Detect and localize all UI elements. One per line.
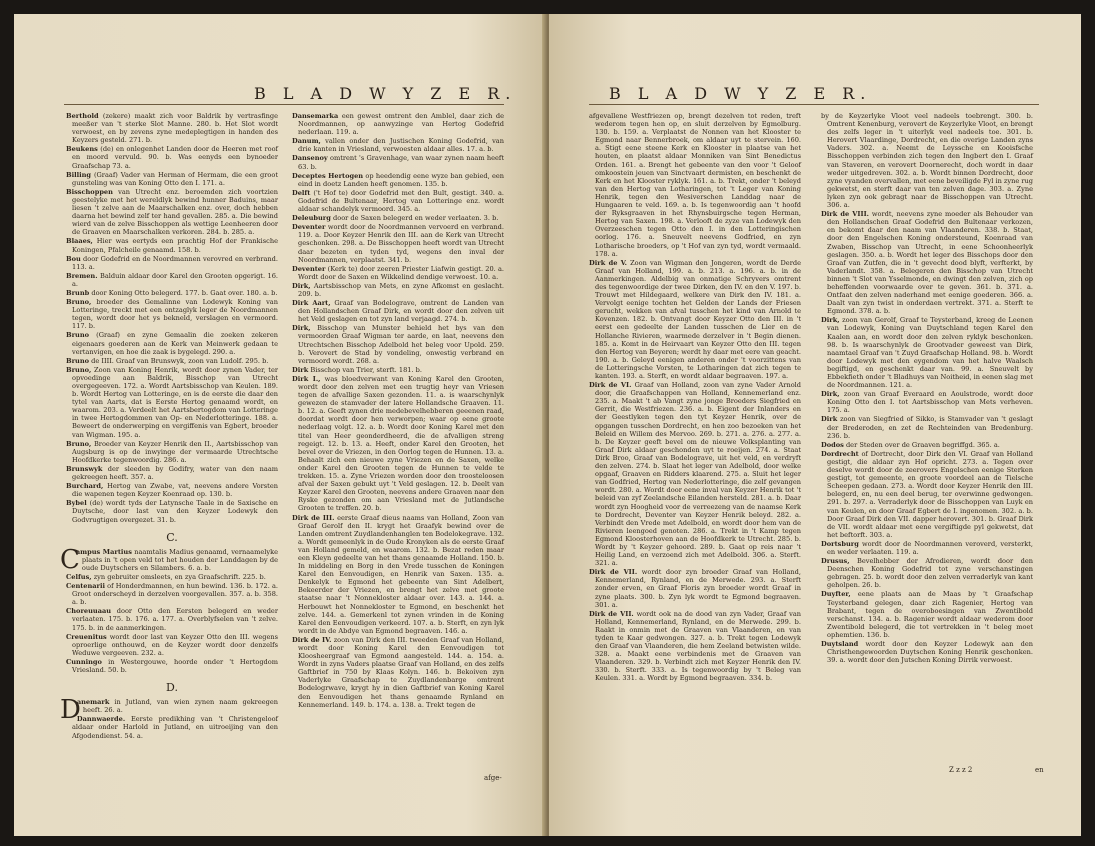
index-entry — [66, 331, 278, 355]
entry-text: zoon van Siegfried of Sikko, is Stamvader van 't geslagt der Brederoden, en zet de Rechteinden van Bredenburg. 236. b. — [827, 415, 1033, 440]
entry-text: Broeder van Keyzer Henrik den II., Aartsbisschop van Augsburg is op de inwyinge der vermaarde Utrechtsche Hoofdkerke tegenwoordig. 286. a. — [72, 439, 278, 464]
entry-headword: Dirk, — [292, 324, 311, 333]
entry-headword: Deventer — [292, 264, 326, 273]
entry-headword: Celfus, — [66, 572, 92, 581]
entry-text: Zoon van Koning Henrik, wordt door zynen Vader, ter opvoedinge aan Baldrik, Bisschop van Utrecht overgegeeven. 172. a. Wordt Aartsbisschop van Keulen. 189. b. Wordt Hertog van Lotteringe, en is de eerste die daar den tytel van Aarts, dat is Eerste Hertog genaamd wordt, en waarom. 203. a. Verdeelt het Aartsbertogdom van Lotteringe in twee Hertogdommen van Op- en Nederlotteringe. 188. a. Beweert de onderwerping en vergiffenis van Egbert, broeder van Wigman. 195. a. — [72, 365, 278, 439]
index-entry — [292, 514, 504, 635]
entry-headword: Billing — [66, 170, 91, 179]
index-entry — [66, 607, 278, 631]
index-entry — [292, 189, 504, 213]
entry-text: wordt ook na de dood van zyn Vader, Graaf van Holland, Kennemerland, Rynland, en de Merwede. 299. b. Raakt in onmin met de Graaven van Vlaanderen, en van tyden te Kaar gedwongen. 327. a. b. Trekt tegen Lodewyk den Graaf van Vlaanderen, die hem Zeeland betwisten wilde. 328. a. Maakt eene verbindenis met de Graaven van Vlaanderen. 329. b. Verbindt zich met Keyzer Henrik den IV. 330. b. Sterft. 333. a. Is tegenwoordig by 't Beleg van Keulen. 331. a. Wordt by Egmond begraaven. 334. b. — [595, 609, 801, 683]
entries-c — [60, 544, 278, 674]
entry-headword: Dirk, — [292, 281, 311, 290]
entry-text: Bisschop van Trier, sterft. 181. b. — [310, 365, 422, 374]
entry-text: door Otto den Eersten belegerd en weder verlaaten. 175. b. 176. a. 177. a. Overblyfselen van 't zelve. 175. b. in de aanmerkingen. — [72, 607, 278, 632]
index-entry — [821, 640, 1033, 664]
index-entry — [66, 499, 278, 523]
index-entry — [821, 450, 1033, 539]
entry-headword: Choreuuaau — [66, 607, 112, 616]
entry-text: afgevallene Westfriezen op, brengt dezelven tot reden, treft wederom tegen hen op, en sluit derzelven by Egmolburg. 130. b. 159. a. Verplaatst de Nonnen van het Klooster te Egmond naar Bennerbroek, om aldaar uyt te stervein. 160. a. Stigt eene steene Kerk en Klooster in plaatse van het houten, en plaatst aldaar Monniken van Sint Benedictus Orden. 161. a. Brengt het gebeente van den voor 't Geloof omkoostein jeuen van Sinctvaart dermisten, en beschenkt de Kerk en het Klooster ryklyk. 161. a. b. Trekt, onder 't beleyd van den Hertog van Lotharingen, tot 't Leger van Koning Henrik, tegen den Wesiverschen Landdag naar de Hungaaren te veld. 169. a. b. Is tegenwoordig aan 't hoofd der Ryksgraaven in het Rhynsbuirgsche tegen Herman, Hertog van Saxen. 198. a. Verlooft de zyze van Lodewyk den Overzeeschen tegen Otto den I. in den Lotteringischen oorlog. 176. a. Sneuvelt neevens Godfried, en zyn Lotharische broeders, op 't Hof van zyn tyd, wordt vermaald. 178. a. — [589, 112, 801, 258]
entry-headword: Dansenoy — [292, 154, 328, 163]
index-entry — [821, 390, 1033, 414]
entry-headword: Burchard, — [66, 482, 104, 491]
entry-headword: Deceptes Hertogen — [292, 171, 364, 180]
section-letter-d: D. — [166, 681, 178, 695]
index-entry — [66, 255, 278, 271]
entry-text: Bisschop van Munster behield het bys van den vermoorden Graaf Wigman ter aarde, en laat, neevens den Utrechtschen Bisschop Adelbold het beleg voor Upold. 259. b. Verovert de Stad by vondeling, onwestig verbrand en vermoord wordt. 268. a. — [298, 324, 504, 365]
index-entry — [66, 658, 278, 674]
index-entry — [66, 188, 278, 237]
index-entry — [66, 582, 278, 606]
index-entry — [292, 112, 504, 136]
head-rule-left — [64, 104, 504, 105]
index-entry — [66, 112, 278, 144]
entry-headword: Danum, — [292, 137, 321, 146]
index-entry — [821, 316, 1033, 389]
right-column-2 — [821, 112, 1033, 665]
entry-headword: Dortsburg — [821, 539, 859, 548]
index-entry — [292, 265, 504, 281]
entry-headword: Bruno, — [66, 298, 92, 307]
entry-headword: Blaaes, — [66, 237, 93, 246]
entry-headword: Dirk de VIII. — [821, 210, 869, 219]
signature-mark: Z z z 2 — [949, 766, 973, 774]
entry-headword: Duytsland — [821, 640, 859, 648]
entry-headword: ampus Martius — [75, 547, 132, 556]
entry-text: door Koning Otto belegerd. 177. b. Gaat over. 180. a. b. — [91, 288, 278, 297]
index-entry — [589, 112, 801, 258]
entry-headword: Dordrecht — [821, 449, 859, 458]
catchword-right: en — [1035, 766, 1044, 774]
entry-text: (de) en onlegenhet Landen door de Heeren met roof en moord vervuld. 90. b. Was eenyds een bynoeder Graafschap 73. a. — [72, 145, 278, 170]
entry-text: de IIII. Graaf van Brunswyk, zoon van Ludolf. 295. b. — [91, 356, 269, 365]
index-entry — [66, 715, 278, 739]
running-head-right: B L A D W Y Z E R. — [609, 84, 872, 103]
index-entry — [66, 440, 278, 464]
entries-b — [66, 112, 278, 524]
entry-headword: Bruno, — [66, 439, 92, 448]
index-entry — [66, 289, 278, 297]
entry-text: eerste Graaf dieus naams van Holland, Zoon van Graaf Gerolf den II. krygt het Graafyk bewind over de Landen omtrent Zuydlandenhanglen ten Bodelokegrave. 132. a. Wordt gemeenlyk in de Oude Kronyken als de eerste Graaf van Holland gemeld, en waarom. 132. b. Bezat reden maar een Kleyn gedeelte van het thans genaamde Holland. 150. b. In middeling en Borg in den Vrede tusschen de Koningen Karel den Eenvoudigen, en Henrik van Saxen. 135. a. Denkelyk te Egmond het gebeente van Sint Adelbert, Bekeerder der Vriezen, en brengt het zelve met groote staatse naar 't Nonnekloster aldaar over. 143. a. 144. a. Herbouwt het Nonnekloster te Egmond, en beschenkt het zelve. 144. a. Gemerkenl tot zynen vrinden in de Koning Karel den Eenvoudigen verkeerd. 107. a. b. Sterft, en zyn lyk wordt in de Abdye van Egmond begraaven. 146. a. — [298, 513, 504, 635]
running-head-left: B L A D W Y Z E R. — [254, 84, 517, 103]
entry-text: zyn gebruiter omsleets, en zya Graafschrift. 225. b. — [93, 572, 266, 581]
entry-headword: Dannwaerde. — [76, 715, 126, 724]
entry-headword: Deventer — [292, 223, 326, 232]
index-entry — [821, 112, 1033, 209]
entry-text: omtrent 's Gravenhage, van waar zynen naam heeft 63. b. — [298, 154, 504, 171]
entry-headword: Dirk de V. — [589, 258, 627, 267]
entry-text: wordt door last van Keyzer Otto den III. wegens oproerlige onthouwd, en de Keyzer wordt door denzelfs Weduwe vergeeven. 232. a. — [72, 632, 278, 657]
entry-headword: Dirk Aart, — [292, 299, 331, 308]
entry-text: was bloedverwant van Koning Karel den Grooten, wordt door den zelven met een trugtig heyr van Vriesen tegen de afvallige Saxen gezonden. 11. a. is waarschynlyk gewezen de stamvader der latere Hollandsche Graaven. 11. b. 12. a. Geeft zynen drie medebevelhebberen geeenen raad, doordat wordt door hen verworpen; waar op eene groote nederlaag volgt. 12. a. b. Wordt door Koning Karel met den titel van Heer geonderdheerd, die de afvalligen streng regeigt. 12. b. 13. a. Heeft, onder Karel den Grooten, het bevel over de Vriezen, in den Oorlog tegen de Hunnen. 13. a. Behaalt zich een nieuwe zyne Vriezen en de Saxen, welke onder Karel den Grooten tegen de Hunnen te velde te trekken. 15. a. Zyne Vriezen worden door den troosteloosen afval der Saxen gebukt uyt 't Veld geslagen. 12. b. Deelt van Keyzer Karel den Grooten, neevens andere Graaven naar den Ryske gezonden om aan Vriesland met de Jutlandsche Grooten te treffen. 20. b. — [298, 374, 504, 513]
index-entry — [66, 366, 278, 439]
index-entry — [66, 482, 278, 498]
entry-headword: Creuenitus — [66, 632, 107, 641]
index-entry — [589, 259, 801, 380]
entry-text: (Graaf) Vader van Herman of Hermam, die een groot gunsteling was van Koning Otto den I. 171. a. — [72, 170, 278, 187]
entry-text: vallen onder den Justischen Koning Godefrid, van drie kanten in Vriesland, verwoesten aldaar alles. 17. a. b. — [298, 137, 504, 154]
head-rule-right — [589, 104, 1039, 105]
entry-headword: Berthold — [66, 112, 99, 120]
entry-text: Hier was eertyds een prachtig Hof der Frankische Koningen, Pfalcheile genaamd. 158. b. — [72, 237, 278, 254]
left-page — [14, 14, 546, 836]
entry-headword: Dodos — [821, 440, 844, 449]
entry-text: by de Keyzerlyke Vloot veel nadeels toebrengt. 300. b. Omtrent Kenenburg, verovert de Keyzerlyke Vloot, en brengt des zelfs leger in 't uiterlyk veel nadeels toe. 301. b. Herovert Vlaardinge, Dordrecht, en die overige Landen zyns Vaders. 302. a. Neemt de Leyssche en Kooisfsche Bisschoppen verbinden zich tegen den Ingbert den I. Graaf van Staveren, en verovert Doornerecht, doch wordt in daar weder uitgedreven. 302. a. b. Wordt binnen Dordrecht, door zyne vyanden overvallen, met eene beveiligde Fyl in zyne rug gekwetst, en sterft daar van ten zelven dage. 303. a. Zyne lyken zyn ook gebragt naar de Bisschoppen van Utrecht. 306. a. — [821, 112, 1033, 210]
index-entry — [66, 465, 278, 481]
right-column-1 — [589, 112, 801, 684]
entry-headword: Bremen. — [66, 271, 98, 280]
entry-text: eene plaats aan de Maas by 't Graafschap Teysterband gelegen, daar zich Ragenier, Hertog van Brabant, tegen de overoboesingen van Zwentibold verschanst. 134. a. b. Ragenier wordt aldaar wederom door Zwentibold belegerd, die tot vertrekken in 't beleg moet ophemtien. 136. b. — [827, 590, 1034, 639]
entry-text: van Utrecht enz. beroemden zich voortzien geestelyke met het wereldlyk bewind hunner Baduins, maar liesen 't zelve aan de Maarschalken enz. over, doch hebben daarna het bewind zelf ter hand gevallen. 285. a. Die bewind wierd van de zelve Bisschoppen als wettige Leenheeren door de Graaven en Maarschalken verkoren. 284. b. 285. a. — [72, 187, 278, 237]
entry-text: der sleeden by Godifry, water van den naam gekreegen heeft. 357. a. — [72, 464, 278, 482]
section-letter-c: C. — [166, 530, 178, 544]
index-entry — [292, 137, 504, 153]
entry-text: broeder des Gemalinne van Lodewyk Koning van Lotteringe, treckt met een ontzaglyk leger de Noordmannen tegen, wordt door het ys bekneld, verslagen en vermoord. 117. b. — [72, 298, 278, 331]
drop-cap-letter: D — [60, 695, 81, 726]
entry-text: zoon van Gerolf, Graaf te Teysterband, kreeg de Leenen van Lodewyk, Koning van Duytschland tegen Karel den Kaalen aan, en wordt door den zelven ryklyk beschonken. 98. b. Is waarschynlyk de Grootvader geweest van Dirk, naamtael Graaf van 't Zuyd Graafschap Holland. 98. b. Wordt door Lodewyk met den eygendom van het halve Waalsch begiftigd, en geschenkt daar van. 99. a. Sneuvelt by Ebbekfieth onder 't Bladhuys van Noitheid, in eenen slag met de Noordmannen. 121. a. — [827, 316, 1033, 390]
entry-text: of Dortrecht, door Dirk den VI. Graaf van Holland gestigt, die aldaar zyn Hof opricht. 273. a. Tegen over deselve wordt door de zeerovers Engelschen eenige Sterken gestigt, tot gemeente, en groote voordeel aan de Tielsche Scheepen gedaan. 273. a. Wordt door Keyzer Henrik den III. belegerd, en, nu een deel berug, ter overwinne gedwongen. 291. b. 297. a. Verraderlyk door de Bisschoppen van Luyk en van Keulen, en door Graaf Egbert de I. ingenomen. 302. a. b. Door Graaf Dirk den VII. dapper herovert. 301. b. Graaf Dirk de VII. wordt aldaar met eene vergiftigde pyl gekwetst, dat het beftorft. 303. a. — [827, 449, 1033, 539]
entry-headword: Bruno, — [66, 365, 92, 374]
index-entry — [821, 415, 1033, 439]
entry-headword: Dirk — [292, 365, 309, 374]
entry-text: Balduin aldaar door Karel den Grooten opgerigt. 16. a. — [72, 271, 278, 288]
index-entry — [66, 573, 278, 581]
entry-text: Graaf van Holland, zoon van zyne Vader Arnold door, die Graafschappen van Holland, Kennemerland enz. 235. a. Maakt 't ab Vangt zyne jonge Broeders Siegfried en Gerrit, die Westfriezen. 236. a. b. Eigent der Inlanders en der Geestlyken tegen den tyt Keyzer Henrik, over de opgangen tusschen Dordrecht, en hen zoo bezoeken van het Beleid en Willem des Mervoo. 269. b. 271. a. 276. a. 277. a. b. De Keyzer geeft bevel om de nieuwe Volksplanting van Graaf Dirk aldaar geschonden uyt te roeijen. 274. a. Staat Dirk Broo, Graaf van Bodelograve, uit het veld, en verdryft den zelven. 274. b. Slaat het leger van Adelbold, door welke opgaaf, Graaven en Ridders klaarend. 275. a. Sluit het leger van Godfried, Hertog van Nederlotteringe, die zelf gevangen wordt. 280. a. Wordt door eene inval van Keyzer Henrik tot 't beleid van zyf Zeelandsche Eilanden hersteld. 281. a. b. Daar wordt zyn Hoogheid voor de verreezeng van de naamse Kerk te Dordrecht, Deventer van Keyzer Henrik beleyd. 282. a. Verbindt den Vrede met Adelbold, en wordt door hem van de Rivieren leengoed genoten. 286. a. Trekt in 't Kamp tegen Egmond Kloosterhoven aan de Hoofdkerk te Utrecht. 285. b. Wordt by 't Keyzer gehoord. 289. b. Gaat op reis naar 't Heilig Land, en verzoend zich met Adelbold. 306. a. Sterft. 321. a. — [595, 381, 801, 568]
entry-text: (de) wordt tyds der Latynsche Taale in de Saxische en Duytsche, door last van den Keyzer Lodewyk den Godvrugtigen overgezet. 31. b. — [72, 499, 278, 524]
entry-text: Graaf van Bodelograve, omtrent de Landen van den Hollandschen Graaf Dirk, en wordt door den zelven uit het Veld geslagen en tot zyn land verjaagd. 274. b. — [298, 299, 504, 324]
entry-text: wordt door de Noordmannen vervoerd en verbrand. 119. a. Door Keyzer Henrik den III. aan de Kerk van Utrecht geschonken. 298. a. De Bisschoppen heeft wordt van Utrecht daar bezeten en tyden tyd, wegens den inval der Noordmannen, verplaatst. 341. b. — [298, 223, 504, 264]
entry-headword: Dirk de VII. — [589, 568, 638, 577]
entry-headword: Deleuburg — [292, 214, 331, 223]
entry-text: Bevelhebber der Afrodieren, wordt door den Deenschen Koning Godefrid tot zyne verschanstingen gebragen. 25. b. wordt door den zelven verraderlyk van kant geholpen. 26. b. — [827, 557, 1033, 590]
index-entry — [589, 568, 801, 608]
index-entry — [66, 171, 278, 187]
index-entry — [66, 633, 278, 657]
index-entry — [66, 357, 278, 365]
entry-headword: Dirk, — [821, 316, 840, 325]
entry-text: op heedendig eene wyze ban gebied, een eind in doetz Landen heeft genomen. 135. b. — [298, 171, 504, 188]
entry-text: (Kerk te) door zeeren Priester Liafwin gestigt. 20. a. Wordt door de Saxen en Wikkelind dendige verwoest. 10. a. — [298, 264, 504, 281]
index-entry — [292, 375, 504, 513]
index-entry — [821, 441, 1033, 449]
index-entry — [292, 366, 504, 374]
entry-text: wordt door den Keyzer Lodewyk aan den Christhengewoorden Duytschen Koning Henrik geschonken. 39. a. wordt door den Jutschen Koning Dirrik verwoest. — [827, 640, 1033, 665]
entry-headword: Brunswyk — [66, 464, 103, 473]
index-entry — [292, 282, 504, 298]
entry-text: wordt door de Noordmannen veroverd, versterkt, en weder verlaaten. 119. a. — [827, 539, 1033, 556]
index-entry — [821, 540, 1033, 556]
entry-text: wordt, neevens zyne moeder als Behouder van den Hollandschen Graaf Godefrid den Bultenaar verkozen, en bekomt daar den naam van Vlaanderen. 338. b. Staat, door den Engelschen Koning ondersteund, Koenraad van Zwaben, Bisschop van Utrecht, in eene Schoonheerlyk geslagen. 350. a. b. Wordt het leger des Bisschops door den Graaf van Zutfen, die in 't gevecht dood blyft, verfterkt, by Vaderlandt. 358. a. Belegeren den Bisschop van Utrecht binnen 't Slot van Ysselmonde, en dwingt den zelven, zich op beheffenden voorwaarde over te geven. 361. b. 371. a. Ontfaat den zelven naderhand met eenige goederen. 366. a. Daalt van zyn twist in onderdaen vertrekt. 371. a. Sterft te Egmond. 378. a. b. — [827, 210, 1033, 316]
entry-text: in Jutland, van wien zynen naam gekreegen heeft. 26. a. — [82, 698, 278, 715]
entry-headword: Dirk de VII. — [589, 609, 634, 618]
left-column-2 — [292, 112, 504, 710]
index-entry — [292, 172, 504, 188]
index-entry — [589, 610, 801, 683]
entry-headword: anemark — [76, 698, 110, 707]
entry-headword: Delft — [292, 188, 311, 197]
entry-text: der Steden over de Graaven begriffgd. 365. a. — [845, 440, 1000, 449]
entry-headword: Bruno — [66, 356, 90, 365]
entry-text: wordt door zyn broeder Graaf van Holland, Kennemerland, Rynland, en de Merwede. 293. a. Sterft zonder erven, en Graaf Floris zyn broeder wordt Graaf in zyne plaats. 300. b. Zyn lyk wordt te Egmond begraaven. 301. a. — [595, 568, 801, 609]
index-entry — [66, 298, 278, 330]
index-entry — [821, 210, 1033, 315]
entry-text: (zekere) maakt zich voor Baldrik by vertrasfinge meeßer van 't sterke Slot Manne. 280. b. Het Slot wordt verwoest, en by zevens zyne medeplegtigen in handen des Keyzers gesteld. 271. b. — [72, 112, 278, 145]
index-entry — [821, 557, 1033, 589]
index-entry — [292, 214, 504, 222]
index-entry — [66, 237, 278, 253]
entry-headword: Dirk, — [821, 390, 840, 399]
entry-text: Aartsbisschop van Mets, en zyne Afkomst en geslacht. 209. b. — [298, 281, 504, 298]
entry-headword: Bruno — [66, 331, 90, 340]
entry-headword: Beukens — [66, 145, 98, 154]
index-entry — [292, 636, 504, 709]
entry-headword: Dirk de IV. — [292, 635, 332, 644]
entry-headword: Cunningo — [66, 657, 102, 666]
index-entry — [66, 272, 278, 288]
catchword-left: afge- — [484, 774, 502, 782]
entry-text: in Westergouwe, hoorde onder 't Hertogdom Vriesland. 50. b. — [72, 657, 278, 674]
entry-headword: Brunb — [66, 288, 90, 297]
index-entry — [292, 299, 504, 323]
book-spread — [14, 14, 1081, 836]
entries-d — [60, 695, 278, 740]
left-column-1 — [60, 112, 278, 741]
entry-headword: Drusus, — [821, 557, 850, 566]
entry-headword: Bisschoppen — [66, 187, 113, 196]
entry-text: (Graaf) en zyne Gemaalin die zoeken zekeren eigenaars goederen aan de Kerk van Meinwerk gedaan te vertanvigen, en hoe die zaak is bygelegd. 290. a. — [72, 331, 278, 356]
entry-text: door de Saxen belegerd en weder verlaaten. 3. b. — [333, 214, 499, 223]
entry-text: een gewest omtrent den Amblel, daar zich de Noordmannen, op aanwyzinge van Hertog Godefrid nederlaan. 119. a. — [298, 112, 504, 137]
entry-headword: Centenarii — [66, 582, 106, 591]
index-entry — [60, 544, 278, 575]
index-entry — [292, 223, 504, 263]
drop-cap-letter: C — [60, 544, 80, 575]
entry-headword: Bybel — [66, 499, 87, 508]
entry-headword: Dirk — [821, 415, 838, 424]
entry-headword: Dirk de VI. — [589, 381, 632, 390]
entry-headword: Dirk de III. — [292, 513, 335, 522]
index-entry — [589, 381, 801, 567]
index-entry — [292, 154, 504, 170]
entry-text: zoon van Dirk den III. tweeden Graaf van Holland, wordt door Koning Karel den Eenvoudigen tot Kloosheergraaf van Egmond aangesteld. 144. a. 154. a. Wordt in zyns Vaders plaatse Graaf van Holland, en des zelfs Gaftbrief in 750 by Klaas Kolyn. 146. b. Bekoiven zyn Vaderlyke Graafschap te Zuydlandenbarge omtrent Bodelogrwave, krygt hy in dien Gaftbrief van Koning Karel den Eenvoudigen het thans genaamde Rynland en Kennemerland. 149. b. 174. a. 138. a. Trekt tegen de — [298, 635, 504, 709]
index-entry — [66, 145, 278, 169]
entry-headword: Duyfter, — [821, 590, 851, 599]
entry-text: Hertog van Zwabe, vat, neevens andere Vorsten die wapenen tegen Keyzer Koenraad op. 130. b. — [72, 482, 278, 499]
index-entry — [292, 324, 504, 364]
index-entry — [821, 590, 1033, 639]
entry-headword: Bou — [66, 254, 81, 263]
entry-text: Zoon van Wigman den Jongeren, wordt de Derde Graaf van Holland, 199. a. b. 213. a. 196. a. b. in de Aanmerkingen. Aldelbig van onmatige Schryvers omtrent des tegenwoordige der twee Dirken, den IV. en den V. 197. b. Trouwt met Hildegaard, welkere van Dirk den IV. 181. a. Vervolgt eenige tochten het Gelden der Lands der Friesen gerucht, wekken van afval tusschen het kind van Arnold te Kovenzen. 182. b. Ontvangt door Keyzer Otto den III. in 't eerst een gedeelte der Landen tusschen de Lier en de Hollanche Rivieren, waarmede derzelver in 't Begin dienen. 185. a. Komt in de Heirvaart van Keyzer Otto den III. tegen den Hertog van Beyeren; werdt hy daar met eere van geacht. 190. a. b. Geleyd eenigen anderen onder 't voorzittens van de Lotteringsche Vorsten, te Lotharingen dat zich tegen te kanten. 193. a. Sterft, en wordt aldaar begraaven. 197. a. — [595, 258, 801, 380]
right-page — [549, 14, 1081, 836]
entry-headword: Dansemarka — [292, 112, 339, 120]
entry-text: ('t Hof te) door Godefrid met den Bult, gestigt. 340. a. Godefrid de Bultenaar, Hertog van Lotteringe enz. wordt aldaar schandelyk vermoord. 345. a. — [298, 188, 504, 214]
entry-text: of Honderdmannen, en hun bewind. 136. b. 172. a. Groot onderscheyd in derzelven voorgevallen. 357. a. b. 358. a. b. — [72, 582, 278, 607]
entry-text: naamtalis Madius genaamd, vernaamelyke plaats in 't open veld tot het houden der Landdagen by de oude Duytschers en Silambers. 6. a. b. — [81, 547, 278, 572]
entry-text: door Godefrid en de Noordmannen verovred en verbrand. 113. a. — [72, 254, 278, 271]
entry-text: zoon van Graaf Everaard en Aoulstrode, wordt door Koning Otto den I. tot Aartsbisschop van Mets verheven. 175. a. — [827, 390, 1034, 415]
entry-text: Eerste predikhing van 't Christengeloof aldaar onder Harlold in Jutland, en uitroeijing van den Afgodendienst. 54. a. — [72, 715, 278, 740]
entry-headword: Dirk I., — [292, 374, 321, 383]
